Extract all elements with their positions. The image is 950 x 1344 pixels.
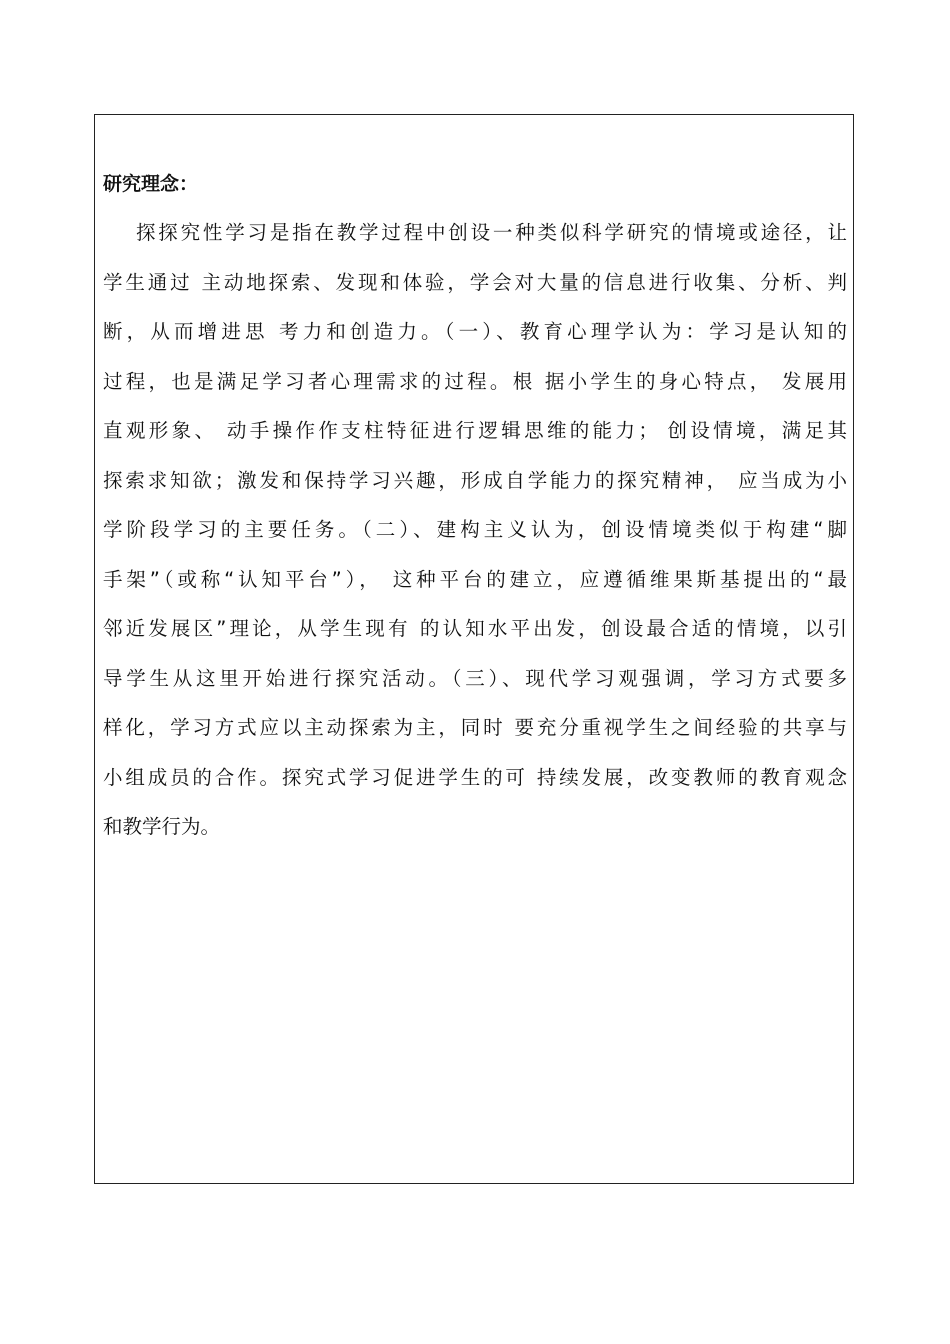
paragraph-line: 探索求知欲；激发和保持学习兴趣，形成自学能力的探究精神， 应当成为小 [103, 469, 847, 492]
paragraph-line: 小组成员的合作。探究式学习促进学生的可 持续发展，改变教师的教育观念 [103, 766, 847, 789]
paragraph-line: 探探究性学习是指在教学过程中创设一种类似科学研究的情境或途径，让 [136, 221, 847, 244]
paragraph-line: 和教学行为。 [103, 815, 221, 838]
paragraph-line: 邻近发展区”理论，从学生现有 的认知水平出发，创设最合适的情境，以引 [103, 617, 847, 640]
paragraph-line: 断，从而增进思 考力和创造力。（一）、教育心理学认为：学习是认知的 [103, 320, 847, 343]
section-heading: 研究理念： [103, 173, 199, 195]
paragraph-line: 学生通过 主动地探索、发现和体验，学会对大量的信息进行收集、分析、判 [103, 271, 847, 294]
paragraph-line: 直观形象、 动手操作作支柱特征进行逻辑思维的能力； 创设情境，满足其 [103, 419, 847, 442]
paragraph-line: 过程，也是满足学习者心理需求的过程。根 据小学生的身心特点， 发展用 [103, 370, 847, 393]
paragraph-line: 学阶段学习的主要任务。（二）、建构主义认为，创设情境类似于构建“脚 [103, 518, 847, 541]
paragraph-line: 导学生从这里开始进行探究活动。（三）、现代学习观强调，学习方式要多 [103, 667, 847, 690]
paragraph-line: 手架”（或称“认知平台”）， 这种平台的建立，应遵循维果斯基提出的“最 [103, 568, 847, 591]
paragraph-line: 样化，学习方式应以主动探索为主，同时 要充分重视学生之间经验的共享与 [103, 716, 847, 739]
